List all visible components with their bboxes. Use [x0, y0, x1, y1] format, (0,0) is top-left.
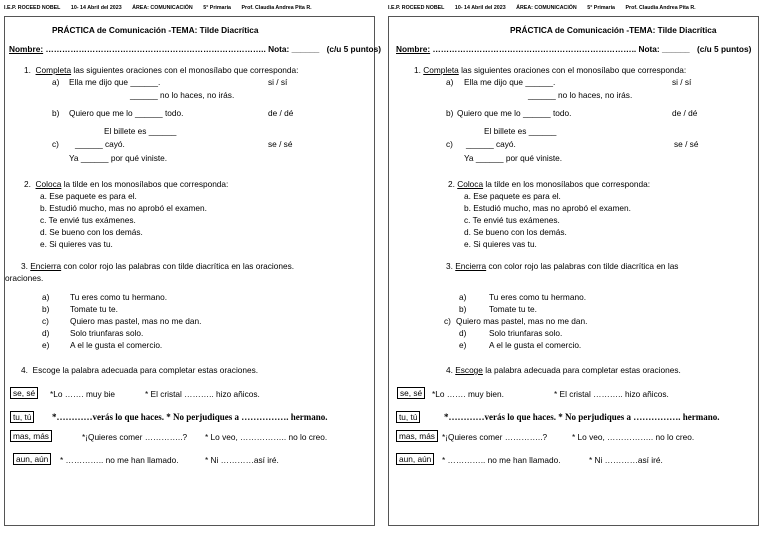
item-c-options: se / sé [674, 139, 699, 149]
grade-level: 5° Primaria [203, 5, 231, 11]
word-box-aun: aun, aún [13, 453, 51, 465]
item-b-options: de / dé [268, 108, 294, 118]
item-a-text2: ______ no lo haces, no irás. [528, 90, 633, 100]
s3-label: e) [459, 340, 467, 350]
exercise-se-1: *Lo ……. muy bie [50, 389, 116, 399]
subject-area: ÁREA: COMUNICACIÓN [132, 5, 193, 11]
exercise-aun-1: * ………….. no me han llamado. [442, 455, 561, 465]
section-3-heading: 3. Encierra con color rojo las palabras con tilde diacrítica en las [446, 261, 679, 271]
word-box-tu: tu, tú [10, 411, 34, 423]
exercise-mas-2: * Lo veo, …………….. no lo creo. [205, 432, 328, 442]
teacher-name: Prof. Claudia Andrea Pita R. [241, 5, 312, 11]
item-a-text2: ______ no lo haces, no irás. [130, 90, 235, 100]
section-2-heading: 2. Coloca la tilde en los monosílabos que corresponda: [448, 179, 651, 189]
list-item: c. Te envié tus exámenes. [464, 215, 560, 225]
exercise-se-1: *Lo ……. muy bien. [432, 389, 504, 399]
list-item: A el le gusta el comercio. [489, 340, 582, 350]
word-box-se: se, sé [10, 387, 38, 399]
date-range: 10- 14 Abril del 2023 [70, 5, 122, 11]
item-c-text: ______ cayó. [466, 139, 516, 149]
item-b-label: b) [446, 108, 454, 118]
list-item: d. Se bueno con los demás. [464, 227, 567, 237]
page-title: PRÁCTICA de Comunicación -TEMA: Tilde Diacrítica [52, 25, 259, 35]
item-c-text0: El billete es ______ [484, 126, 557, 136]
s3-label: a) [459, 292, 467, 302]
s3-label: d) [459, 328, 467, 338]
item-a-label: a) [52, 77, 60, 87]
section-2-heading: 2. Coloca la tilde en los monosílabos que corresponda: [24, 179, 229, 189]
s3-label: c) [42, 316, 49, 326]
exercise-aun-2: * Ni …………así iré. [205, 455, 279, 465]
item-c-label: c) [52, 139, 59, 149]
page-title: PRÁCTICA de Comunicación -TEMA: Tilde Diacrítica [510, 25, 717, 35]
list-item: c. Te envié tus exámenes. [40, 215, 136, 225]
list-item: a. Ese paquete es para el. [464, 191, 561, 201]
list-item: Quiero mas pastel, mas no me dan. [456, 316, 588, 326]
list-item: Tu eres como tu hermano. [70, 292, 167, 302]
word-box-se: se, sé [397, 387, 425, 399]
subject-area: ÁREA: COMUNICACIÓN [516, 5, 577, 11]
list-item: Solo triunfaras solo. [70, 328, 144, 338]
item-a-label: a) [446, 77, 454, 87]
grade-level: 5° Primaria [587, 5, 615, 11]
exercise-aun-2: * Ni …………así iré. [589, 455, 663, 465]
exercise-tu: *…………verás lo que haces. * No perjudiques a ……………. hermano. [52, 412, 328, 422]
list-item: Tomate tu te. [70, 304, 118, 314]
item-c-text2: Ya ______ por qué viniste. [69, 153, 168, 163]
nombre-nota-line: …………………………………………………………………….. Nota: ______ [45, 44, 320, 54]
item-b-options: de / dé [672, 108, 698, 118]
section-3-continuation: oraciones. [5, 273, 44, 283]
list-item: Quiero mas pastel, mas no me dan. [70, 316, 202, 326]
item-c-options: se / sé [268, 139, 293, 149]
item-a-text: Ella me dijo que ______. [464, 77, 556, 87]
list-item: a. Ese paquete es para el. [40, 191, 137, 201]
list-item: e. Si quieres vas tu. [40, 239, 113, 249]
nombre-label: Nombre: [396, 44, 431, 54]
item-c-text0: El billete es ______ [104, 126, 177, 136]
item-c-text2: Ya ______ por qué viniste. [464, 153, 563, 163]
section-4-heading: 4. Escoge la palabra adecuada para completar estas oraciones. [21, 365, 259, 375]
s3-label: a) [42, 292, 50, 302]
list-item: b. Estudió mucho, mas no aprobó el examen. [40, 203, 207, 213]
item-c-label: c) [446, 139, 453, 149]
word-box-tu: tu, tú [396, 411, 420, 423]
section-1-heading: 1. Completa las siguientes oraciones con el monosílabo que corresponda: [414, 65, 687, 75]
word-box-aun: aun, aún [396, 453, 434, 465]
item-b-label: b) [52, 108, 60, 118]
item-b-text: Quiero que me lo ______ todo. [69, 108, 184, 118]
exercise-mas-1: *¡Quieres comer …………..? [82, 432, 188, 442]
word-box-mas: mas, más [10, 430, 52, 442]
section-1-heading: 1. Completa las siguientes oraciones con el monosílabo que corresponda: [24, 65, 299, 75]
item-c-text: ______ cayó. [75, 139, 125, 149]
page-header [388, 5, 705, 11]
worksheet-right [384, 0, 768, 543]
exercise-mas-2: * Lo veo, …………….. no lo creo. [572, 432, 695, 442]
exercise-tu: *…………verás lo que haces. * No perjudiques a ……………. hermano. [444, 412, 720, 422]
nombre-label: Nombre: [9, 44, 44, 54]
list-item: Tu eres como tu hermano. [489, 292, 586, 302]
list-item: Tomate tu te. [489, 304, 537, 314]
section-4-heading: 4. Escoge la palabra adecuada para completar estas oraciones. [446, 365, 681, 375]
points-note: (c/u 5 puntos) [696, 44, 752, 54]
page-header [4, 5, 321, 11]
s3-label: e) [42, 340, 50, 350]
item-a-text: Ella me dijo que ______. [69, 77, 161, 87]
exercise-mas-1: *¡Quieres comer …………..? [442, 432, 548, 442]
date-range: 10- 14 Abril del 2023 [454, 5, 506, 11]
points-note: (c/u 5 puntos) [326, 44, 381, 54]
list-item: e. Si quieres vas tu. [464, 239, 537, 249]
s3-label: b) [42, 304, 50, 314]
exercise-se-2: * El cristal ……….. hizo añicos. [145, 389, 260, 399]
list-item: A el le gusta el comercio. [70, 340, 163, 350]
section-3-heading: 3. Encierra con color rojo las palabras con tilde diacrítica en las oraciones. [21, 261, 295, 271]
school-name: I.E.P. ROCEED NOBEL [388, 5, 445, 11]
s3-label: c) [444, 316, 451, 326]
list-item: b. Estudió mucho, mas no aprobó el examen. [464, 203, 631, 213]
nombre-nota-line: ……………………………………………………………….. Nota: ______ [432, 44, 690, 54]
list-item: Solo triunfaras solo. [489, 328, 563, 338]
s3-label: b) [459, 304, 467, 314]
exercise-aun-1: * ………….. no me han llamado. [60, 455, 179, 465]
item-b-text: Quiero que me lo ______ todo. [457, 108, 572, 118]
s3-label: d) [42, 328, 50, 338]
item-a-options: si / sí [672, 77, 692, 87]
school-name: I.E.P. ROCEED NOBEL [4, 5, 61, 11]
exercise-se-2: * El cristal ……….. hizo añicos. [554, 389, 669, 399]
teacher-name: Prof. Claudia Andrea Pita R. [625, 5, 696, 11]
item-a-options: si / sí [268, 77, 288, 87]
list-item: d. Se bueno con los demás. [40, 227, 143, 237]
word-box-mas: mas, más [396, 430, 438, 442]
